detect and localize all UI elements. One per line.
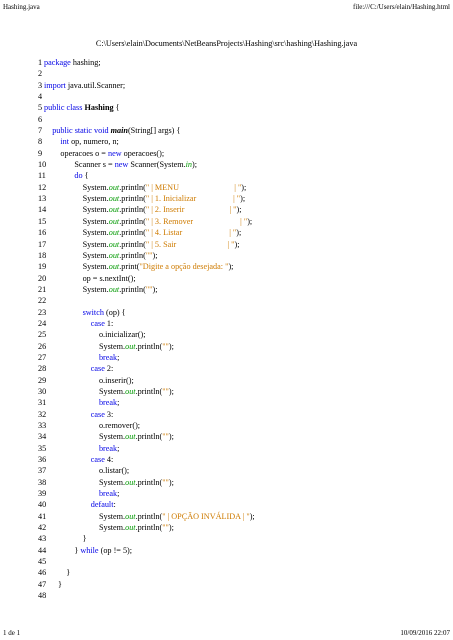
code-token: case <box>90 364 105 374</box>
line-text <box>58 522 174 533</box>
print-header-url: file:///C:/Users/elain/Hashing.html <box>352 3 450 11</box>
code-token: out <box>125 523 136 533</box>
line-text <box>58 533 87 544</box>
code-token: new <box>114 160 129 170</box>
code-token: .print( <box>119 262 140 272</box>
line-number: 38 <box>38 477 47 487</box>
code-token <box>58 500 91 509</box>
line-number: 42 <box>38 523 47 533</box>
code-token: out <box>108 216 120 226</box>
line-number: 11 <box>38 171 46 181</box>
line-number: 39 <box>38 489 47 499</box>
code-token: 4: <box>104 455 114 465</box>
line-number: 20 <box>38 273 47 283</box>
code-token: Scanner s = <box>58 160 115 170</box>
code-token: 3: <box>104 409 114 419</box>
code-token: ); <box>168 386 174 396</box>
line-number: 44 <box>38 545 47 555</box>
code-token: ); <box>234 239 240 249</box>
line-text <box>58 386 174 397</box>
code-line <box>38 136 438 147</box>
line-number: 35 <box>38 443 47 453</box>
line-text <box>58 488 119 499</box>
line-number: 33 <box>38 421 47 430</box>
line-text <box>58 431 174 442</box>
code-token: ); <box>236 228 242 238</box>
code-token: out <box>108 239 120 249</box>
line-number: 17 <box>38 239 47 249</box>
line-text <box>58 341 174 352</box>
file-path: C:\Users\elain\Documents\NetBeansProjects\Hashing\src\hashing\Hashing.java <box>95 39 358 48</box>
code-token: System. <box>58 194 109 204</box>
code-token: } <box>58 568 71 578</box>
code-line <box>38 227 438 238</box>
code-line <box>38 375 438 386</box>
code-line <box>38 533 438 544</box>
code-token: main <box>110 126 128 136</box>
code-token: } <box>58 534 87 544</box>
line-text <box>58 193 245 204</box>
code-token: } <box>58 579 62 589</box>
code-token: System. <box>58 216 109 226</box>
code-line <box>38 273 438 284</box>
code-token: break <box>98 443 118 453</box>
line-number: 30 <box>38 386 47 396</box>
line-number: 18 <box>38 250 47 260</box>
code-token: : <box>113 500 116 510</box>
code-line <box>38 443 438 454</box>
code-token: System. <box>58 205 109 215</box>
code-token <box>58 455 91 464</box>
code-line <box>38 352 438 363</box>
code-token: ); <box>168 432 174 442</box>
code-token <box>58 319 91 328</box>
code-token: out <box>108 194 120 204</box>
code-token: do <box>74 171 83 181</box>
code-line <box>38 193 438 204</box>
code-line <box>38 488 438 499</box>
code-line <box>38 477 438 488</box>
code-line <box>38 522 438 533</box>
line-text <box>58 227 241 238</box>
line-text <box>58 454 113 465</box>
line-number: 23 <box>38 307 47 317</box>
code-line <box>38 102 438 113</box>
line-text <box>58 159 197 170</box>
code-line <box>38 170 438 181</box>
line-number: 21 <box>38 284 47 294</box>
code-token: ); <box>241 182 247 192</box>
code-token: "" <box>162 386 169 396</box>
code-token: hashing; <box>70 58 101 67</box>
code-token: .println( <box>135 432 163 442</box>
code-token: .println( <box>135 386 163 396</box>
code-token: ); <box>168 523 174 533</box>
line-number: 25 <box>38 330 47 340</box>
line-text <box>44 80 125 91</box>
code-token: break <box>98 489 118 499</box>
code-token: switch <box>82 307 104 317</box>
code-token: operacoes o = <box>44 148 108 158</box>
code-token: "Digite a opção desejada: " <box>139 262 229 272</box>
code-token <box>44 126 52 135</box>
code-token: break <box>98 352 118 362</box>
code-token: ); <box>192 160 198 170</box>
line-number: 3 <box>38 80 43 90</box>
code-token: package <box>44 58 71 67</box>
line-number: 34 <box>38 432 47 442</box>
line-text <box>58 352 119 363</box>
code-token: ; <box>117 352 120 362</box>
line-number: 48 <box>38 591 47 601</box>
code-token: out <box>108 284 120 294</box>
code-line <box>38 91 438 102</box>
code-token: System. <box>58 239 109 249</box>
line-number: 19 <box>38 262 47 272</box>
code-line <box>38 204 438 215</box>
code-token: default <box>90 500 114 510</box>
line-text <box>58 409 113 420</box>
code-token: out <box>108 182 120 192</box>
code-line <box>38 431 438 442</box>
code-token: { <box>113 103 120 113</box>
line-number: 27 <box>38 352 47 362</box>
code-line <box>38 307 438 318</box>
code-token: out <box>125 511 136 521</box>
code-token: System. <box>58 432 126 442</box>
code-token: "" <box>145 284 153 294</box>
code-token: .println( <box>119 250 146 260</box>
code-token: .println( <box>119 284 146 294</box>
line-number: 14 <box>38 205 47 215</box>
code-token: System. <box>58 386 126 396</box>
code-token: System. <box>58 250 109 260</box>
code-token: operacoes(); <box>121 148 165 158</box>
code-token: out <box>108 262 120 272</box>
code-token <box>58 444 99 453</box>
line-number: 1 <box>38 58 43 67</box>
code-token: in <box>185 160 193 170</box>
code-token: "" <box>145 250 153 260</box>
code-line <box>38 545 438 556</box>
line-text <box>44 148 164 159</box>
code-token: " | 1. Inicializar | " <box>145 194 241 204</box>
line-number: 15 <box>38 216 47 226</box>
code-token <box>58 410 91 419</box>
code-token: ); <box>152 250 158 260</box>
line-number: 4 <box>38 92 43 102</box>
line-text <box>58 567 70 578</box>
code-line <box>38 409 438 420</box>
code-token: Hashing <box>84 103 114 113</box>
code-token: case <box>90 409 105 419</box>
code-line <box>38 420 438 431</box>
line-number: 26 <box>38 341 47 351</box>
line-text <box>58 273 136 284</box>
print-footer-page-count: 1 de 1 <box>3 629 21 637</box>
line-text <box>58 499 116 510</box>
code-line <box>38 454 438 465</box>
print-footer-datetime: 10/09/2016 22:07 <box>400 629 450 637</box>
code-token: o.inserir(); <box>58 375 134 385</box>
code-token: } <box>58 545 81 555</box>
code-token: out <box>125 341 136 351</box>
code-token: " | OPÇÃO INVÁLIDA | " <box>162 511 250 521</box>
line-text <box>58 204 242 215</box>
code-line <box>38 295 438 306</box>
code-token: " | 2. Inserir | " <box>145 205 237 215</box>
code-token: out <box>108 228 120 238</box>
code-token: (op) { <box>103 307 126 317</box>
line-text <box>58 397 119 408</box>
code-token: .println( <box>119 182 146 192</box>
code-line <box>38 114 438 125</box>
code-line <box>38 499 438 510</box>
code-line <box>38 182 438 193</box>
code-line <box>38 284 438 295</box>
code-line <box>38 341 438 352</box>
code-token: 1: <box>104 318 114 328</box>
code-line <box>38 579 438 590</box>
code-token: ); <box>236 205 242 215</box>
code-token: ); <box>152 284 158 294</box>
line-number: 8 <box>38 137 43 147</box>
code-line <box>38 148 438 159</box>
code-token: (String[] args) { <box>127 126 181 136</box>
code-token: out <box>125 477 136 487</box>
code-token: .println( <box>119 216 146 226</box>
code-token: o.remover(); <box>58 421 141 430</box>
line-number: 32 <box>38 409 47 419</box>
line-text <box>44 102 120 113</box>
code-token <box>44 137 60 146</box>
line-text <box>58 239 239 250</box>
code-line <box>38 567 438 578</box>
line-number: 13 <box>38 194 47 204</box>
code-token: System. <box>58 523 126 533</box>
code-token: o.inicializar(); <box>58 330 146 340</box>
code-token: break <box>98 398 118 408</box>
line-text <box>44 125 180 136</box>
code-token <box>58 398 99 407</box>
line-text <box>58 545 132 556</box>
code-token: out <box>108 205 120 215</box>
line-number: 37 <box>38 466 47 476</box>
code-token: o.listar(); <box>58 466 130 476</box>
code-token: .println( <box>119 228 146 238</box>
code-token: System. <box>58 511 126 521</box>
code-token <box>58 353 99 362</box>
code-line <box>38 465 438 476</box>
code-line <box>38 511 438 522</box>
line-number: 16 <box>38 228 47 238</box>
code-token: public class <box>44 103 83 113</box>
code-line <box>38 386 438 397</box>
line-text <box>58 443 119 454</box>
code-token: " | 5. Sair | " <box>145 239 235 249</box>
code-token: op, numero, n; <box>69 137 119 147</box>
code-token: System. <box>58 341 126 351</box>
code-line <box>38 590 438 601</box>
code-token: System. <box>58 262 109 272</box>
code-token: .println( <box>119 194 146 204</box>
print-header-title: Hashing.java <box>3 3 40 11</box>
line-text <box>58 375 134 386</box>
code-token: java.util.Scanner; <box>65 80 126 90</box>
code-token: case <box>90 455 105 465</box>
line-text <box>58 284 158 295</box>
code-token: ; <box>117 443 120 453</box>
code-token: 2: <box>104 364 114 374</box>
code-token: new <box>107 148 122 158</box>
code-token: .println( <box>135 511 163 521</box>
code-line <box>38 216 438 227</box>
line-text <box>44 136 119 147</box>
line-text <box>58 329 146 340</box>
code-token: int <box>60 137 70 147</box>
line-text <box>58 261 233 272</box>
code-token: ); <box>228 262 234 272</box>
code-line <box>38 329 438 340</box>
line-text <box>58 420 140 431</box>
code-token: "" <box>162 523 169 533</box>
line-number: 12 <box>38 182 47 192</box>
line-text <box>58 182 246 193</box>
code-token: System. <box>58 182 109 192</box>
code-token: ; <box>117 398 120 408</box>
line-number: 24 <box>38 318 47 328</box>
line-number: 22 <box>38 296 47 306</box>
code-token: .println( <box>119 205 146 215</box>
code-token: ); <box>240 194 246 204</box>
line-number: 5 <box>38 103 43 113</box>
code-token: System. <box>58 477 126 487</box>
code-line <box>38 363 438 374</box>
code-line <box>38 556 438 567</box>
line-number: 9 <box>38 148 43 158</box>
line-number: 2 <box>38 69 43 79</box>
line-number: 46 <box>38 568 47 578</box>
code-listing <box>38 57 438 602</box>
code-line <box>38 250 438 261</box>
code-token: public static void <box>52 126 109 136</box>
code-token: (op != 5); <box>98 545 133 555</box>
code-token: ); <box>168 477 174 487</box>
line-number: 31 <box>38 398 47 408</box>
line-text <box>58 250 158 261</box>
line-text <box>58 477 174 488</box>
code-token: .println( <box>135 341 163 351</box>
code-token: System. <box>58 228 109 238</box>
line-number: 36 <box>38 455 47 465</box>
code-token: " | 3. Remover | " <box>145 216 248 226</box>
line-text <box>58 216 252 227</box>
line-number: 40 <box>38 500 47 510</box>
code-token: ; <box>117 489 120 499</box>
code-token: " | MENU | " <box>145 182 242 192</box>
code-token: System. <box>58 284 109 294</box>
line-text <box>58 170 89 181</box>
code-token: ); <box>168 341 174 351</box>
line-number: 10 <box>38 160 47 170</box>
code-token: .println( <box>135 477 163 487</box>
line-number: 28 <box>38 364 47 374</box>
code-token: out <box>125 432 136 442</box>
code-token <box>58 364 91 373</box>
code-token: case <box>90 318 105 328</box>
line-text <box>44 57 101 68</box>
line-number: 29 <box>38 375 47 385</box>
code-token: { <box>82 171 89 181</box>
code-line <box>38 125 438 136</box>
code-token: import <box>44 80 66 90</box>
code-line <box>38 397 438 408</box>
code-token: out <box>108 250 120 260</box>
line-number: 6 <box>38 114 43 124</box>
code-token: .println( <box>135 523 163 533</box>
line-text <box>58 307 126 318</box>
line-number: 7 <box>38 126 43 136</box>
line-number: 45 <box>38 557 47 567</box>
code-token: op = s.nextInt(); <box>58 273 136 283</box>
code-line <box>38 318 438 329</box>
code-token <box>58 171 74 180</box>
code-token: "" <box>162 477 169 487</box>
code-token: ); <box>247 216 253 226</box>
code-token: " | 4. Listar | " <box>145 228 237 238</box>
line-number: 43 <box>38 534 47 544</box>
code-line <box>38 68 438 79</box>
code-token: "" <box>162 432 169 442</box>
line-text <box>58 579 62 590</box>
code-line <box>38 239 438 250</box>
line-number: 47 <box>38 579 47 589</box>
line-text <box>58 318 113 329</box>
line-text <box>58 511 255 522</box>
code-line <box>38 159 438 170</box>
line-text <box>58 465 129 476</box>
code-token: ); <box>249 511 255 521</box>
code-token: "" <box>162 341 169 351</box>
code-line <box>38 80 438 91</box>
code-token <box>58 489 99 498</box>
code-token <box>58 308 83 317</box>
code-token: Scanner(System. <box>128 160 186 170</box>
code-token: while <box>80 545 99 555</box>
code-token: out <box>125 386 136 396</box>
code-line <box>38 261 438 272</box>
code-token: .println( <box>119 239 146 249</box>
line-number: 41 <box>38 511 47 521</box>
line-text <box>58 363 113 374</box>
code-line <box>38 57 438 68</box>
